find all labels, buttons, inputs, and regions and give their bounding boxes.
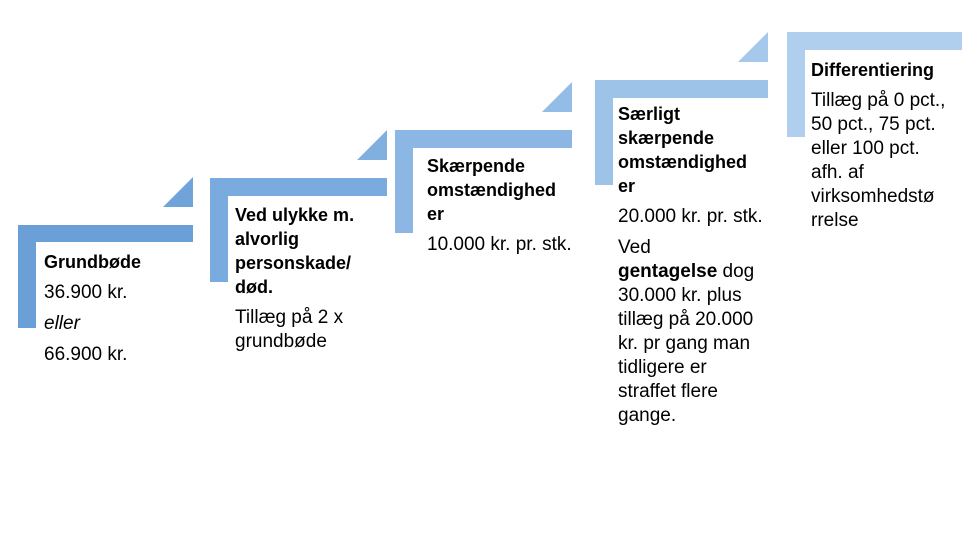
step-3-text <box>427 154 572 264</box>
step-3-arrow-triangle <box>542 82 572 112</box>
step-4-title: Særligt skærpende omstændighed er <box>618 104 747 196</box>
step-5-title: Differentiering <box>811 60 935 80</box>
step-2-line: Tillæg på 2 x grundbøde <box>235 307 344 352</box>
step-4-text <box>618 102 768 435</box>
step-3-title: Skærpende omstændighed er <box>427 156 556 224</box>
step-5-line: Tillæg på 0 pct., 50 pct., 75 pct. eller 100 pct. afh. af virksomhedstø rrelse <box>811 90 946 231</box>
step-3-top-bar <box>395 130 572 148</box>
step-3-line: 10.000 kr. pr. stk. <box>427 234 572 255</box>
step-5-text <box>811 58 951 240</box>
step-3-side-bar <box>395 130 413 233</box>
step-1-line: eller <box>44 313 80 334</box>
step-2-side-bar <box>210 178 228 282</box>
step-4-arrow-triangle <box>738 32 768 62</box>
step-4-side-bar <box>595 80 613 185</box>
step-2-top-bar <box>210 178 387 196</box>
step-4-extra: Ved gentagelse dog 30.000 kr. plus tillæg på 20.000 kr. pr gang man tidligere er straffet flere gange. <box>618 237 755 426</box>
step-2-title: Ved ulykke m. alvorlig personskade/ død. <box>235 205 355 297</box>
step-1-arrow-triangle <box>163 177 193 207</box>
step-1-side-bar <box>18 225 36 328</box>
step-1-title: Grundbøde <box>44 252 141 272</box>
step-5-side-bar <box>787 32 805 137</box>
step-1-text <box>44 250 194 374</box>
step-1-line: 66.900 kr. <box>44 344 128 365</box>
step-1-line: 36.900 kr. <box>44 282 128 303</box>
step-1-top-bar <box>18 225 193 242</box>
step-5-top-bar <box>787 32 962 50</box>
step-4-line: 20.000 kr. pr. stk. <box>618 206 763 227</box>
step-4-top-bar <box>595 80 768 98</box>
step-2-text <box>235 203 380 361</box>
step-2-arrow-triangle <box>357 130 387 160</box>
